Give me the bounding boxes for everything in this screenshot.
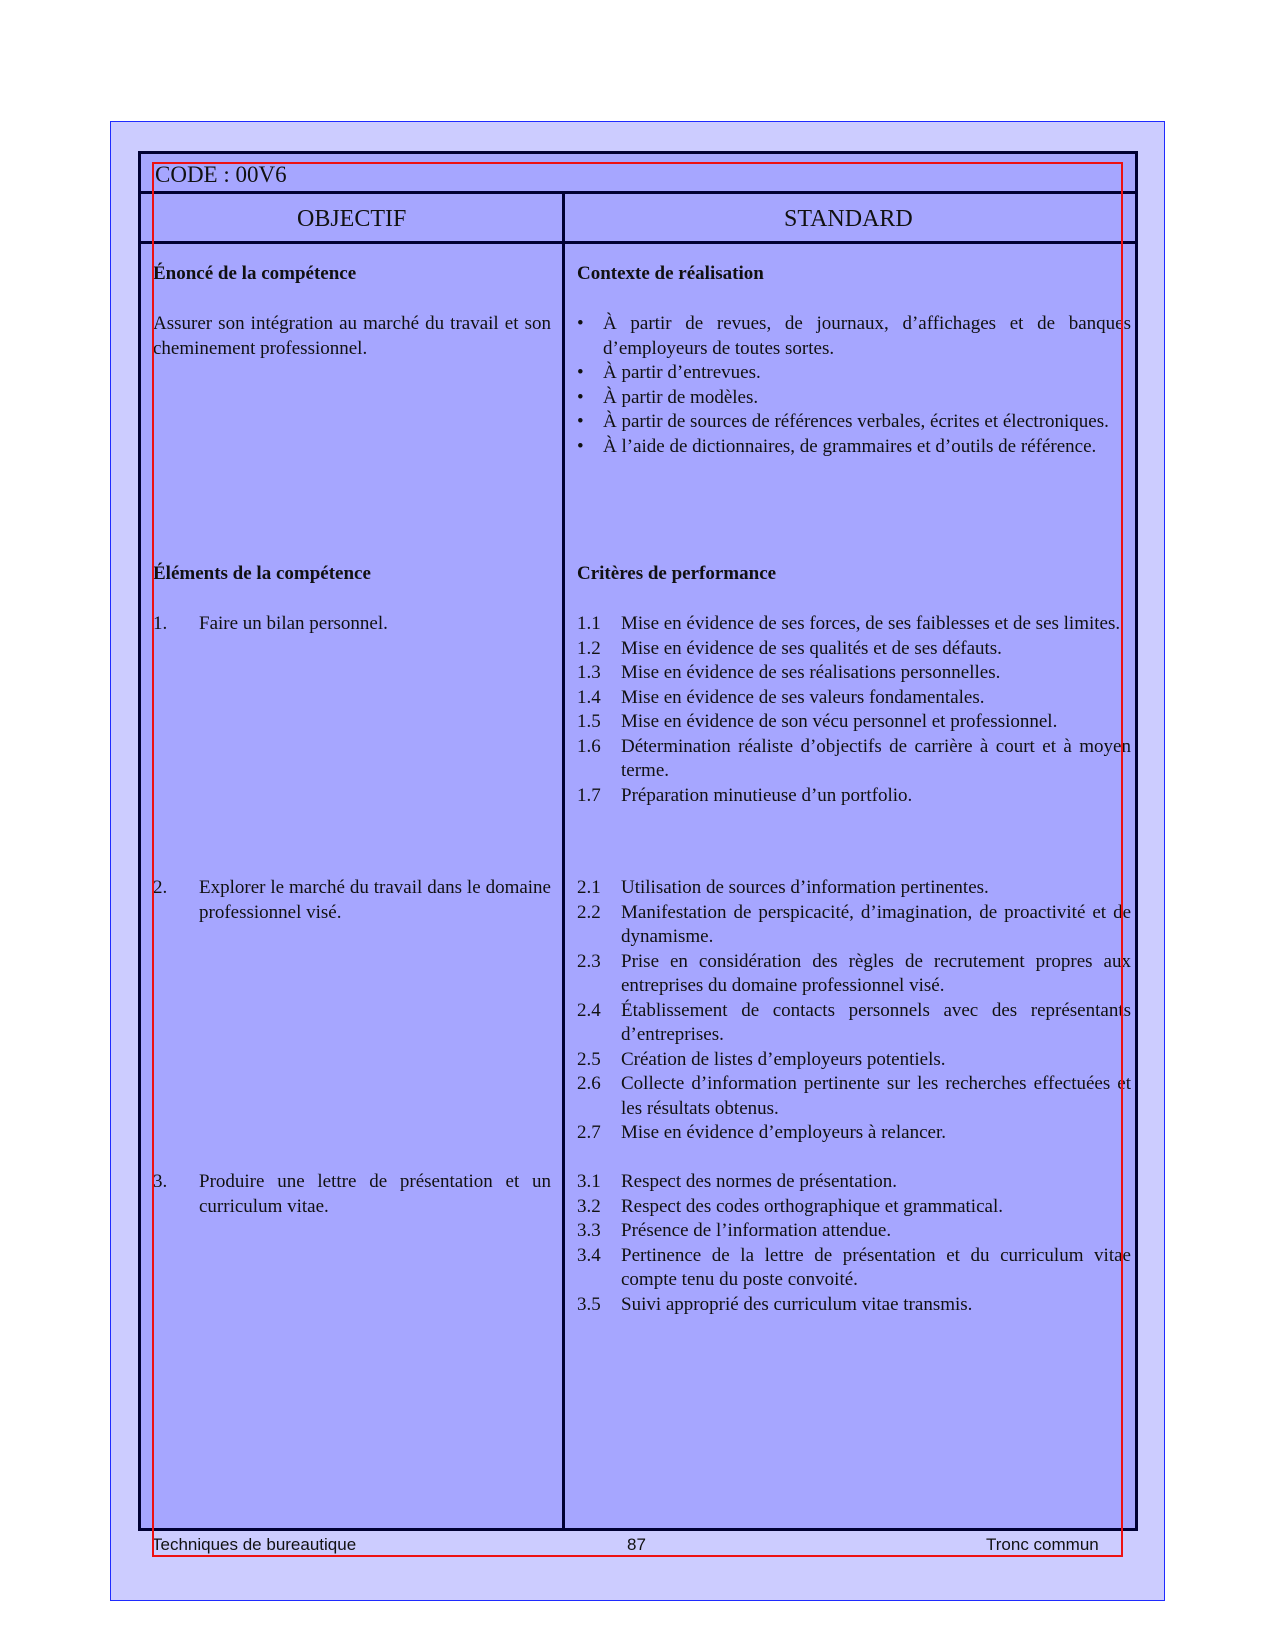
enonce-title: Énoncé de la compétence [153, 263, 357, 284]
critere-text: Collecte d’information pertinente sur les recherches effectuées et les résultats obtenus. [621, 1073, 1131, 1119]
contexte-text: À partir d’entrevues. [603, 362, 761, 383]
critere-number: 3.2 [577, 1195, 601, 1217]
critere-item [577, 686, 1131, 711]
critere-number: 3.1 [577, 1171, 601, 1192]
critere-number: 3.3 [577, 1220, 601, 1241]
element-text: Faire un bilan personnel. [199, 613, 388, 634]
contexte-text: À partir de sources de références verbales, écrites et électroniques. [603, 411, 1109, 432]
critere-number: 2.2 [577, 901, 601, 923]
code-row [141, 154, 1135, 194]
critere-item [577, 710, 1131, 735]
critere-number: 2.3 [577, 950, 601, 972]
critere-number: 2.6 [577, 1073, 601, 1094]
critere-text: Suivi approprié des curriculum vitae transmis. [621, 1293, 973, 1315]
critere-item [577, 1293, 1131, 1318]
critere-item [577, 1195, 1131, 1220]
bullet: • [577, 411, 584, 432]
element-number: 1. [153, 613, 168, 634]
element-number: 2. [153, 877, 168, 898]
critere-number: 2.7 [577, 1122, 601, 1143]
critere-item [577, 784, 1131, 809]
elements-title: Éléments de la compétence [153, 563, 371, 584]
contexte-item [577, 361, 1131, 386]
critere-number: 1.7 [577, 784, 601, 806]
critere-text: Pertinence de la lettre de présentation et du curriculum vitae compte tenu du poste convoité. [621, 1244, 1131, 1290]
critere-text: Manifestation de perspicacité, d’imagination, de proactivité et de dynamisme. [621, 901, 1131, 947]
criteres-group-3 [577, 1170, 1131, 1317]
enonce-text: Assurer son intégration au marché du travail et son cheminement professionnel. [153, 313, 551, 359]
contexte-item [577, 410, 1131, 435]
critere-text: Mise en évidence de ses forces, de ses faiblesses et de ses limites. [621, 613, 1121, 634]
critere-text: Détermination réaliste d’objectifs de carrière à court et à moyen terme. [621, 735, 1131, 781]
footer-page-number: 87 [627, 1535, 646, 1554]
critere-item [577, 1048, 1131, 1073]
code-label: CODE : 00V6 [155, 162, 287, 187]
critere-text: Utilisation de sources d’information pertinentes. [621, 877, 989, 898]
critere-item [577, 999, 1131, 1048]
critere-text: Établissement de contacts personnels avec des représentants d’entreprises. [621, 999, 1131, 1045]
critere-number: 2.5 [577, 1048, 601, 1070]
criteres-title: Critères de performance [577, 563, 777, 584]
footer-left: Techniques de bureautique [152, 1535, 357, 1554]
critere-number: 1.2 [577, 637, 601, 659]
critere-item [577, 1219, 1131, 1244]
critere-number: 1.5 [577, 711, 601, 732]
critere-item [577, 1244, 1131, 1293]
contexte-text: À l’aide de dictionnaires, de grammaires et d’outils de référence. [603, 435, 1097, 457]
critere-item [577, 1170, 1131, 1195]
critere-text: Présence de l’information attendue. [621, 1220, 892, 1241]
contexte-list [577, 312, 1131, 459]
critere-item [577, 950, 1131, 999]
critere-text: Mise en évidence de ses qualités et de ses défauts. [621, 637, 1002, 659]
critere-item [577, 1121, 1131, 1146]
critere-number: 1.4 [577, 686, 601, 708]
header-row [141, 194, 1135, 244]
criteres-group-2 [577, 876, 1131, 1146]
contexte-text: À partir de modèles. [603, 386, 759, 408]
critere-text: Mise en évidence de ses réalisations personnelles. [621, 662, 1001, 683]
critere-item [577, 735, 1131, 784]
contexte-title: Contexte de réalisation [577, 263, 764, 284]
critere-number: 2.4 [577, 999, 601, 1021]
critere-text: Prise en considération des règles de recrutement propres aux entreprises du domaine professionnel visé. [621, 950, 1131, 996]
critere-number: 3.5 [577, 1293, 601, 1315]
bullet: • [577, 313, 584, 334]
footer-right: Tronc commun [986, 1535, 1099, 1554]
critere-item [577, 901, 1131, 950]
critere-item [577, 637, 1131, 662]
contexte-text: À partir de revues, de journaux, d’affichages et de banques d’employeurs de toutes sortes. [603, 313, 1131, 359]
critere-text: Création de listes d’employeurs potentiels. [621, 1048, 946, 1070]
header-objectif: OBJECTIF [297, 206, 407, 232]
bullet: • [577, 362, 584, 383]
critere-text: Mise en évidence d’employeurs à relancer. [621, 1122, 946, 1143]
competency-table [138, 151, 1138, 1531]
element-item-2 [153, 876, 551, 925]
bullet: • [577, 386, 584, 408]
column-divider [562, 194, 565, 1528]
critere-text: Mise en évidence de ses valeurs fondamentales. [621, 686, 985, 708]
critere-item [577, 1072, 1131, 1121]
criteres-group-1 [577, 612, 1131, 808]
critere-text: Respect des codes orthographique et grammatical. [621, 1195, 1003, 1217]
critere-text: Préparation minutieuse d’un portfolio. [621, 784, 913, 806]
contexte-item [577, 435, 1131, 460]
critere-number: 1.6 [577, 735, 601, 757]
element-item-1 [153, 612, 551, 637]
critere-item [577, 661, 1131, 686]
element-text: Explorer le marché du travail dans le domaine professionnel visé. [199, 877, 551, 923]
critere-number: 1.1 [577, 613, 601, 634]
contexte-item [577, 312, 1131, 361]
critere-text: Mise en évidence de son vécu personnel et professionnel. [621, 711, 1058, 732]
element-item-3 [153, 1170, 551, 1219]
element-text: Produire une lettre de présentation et un curriculum vitae. [199, 1171, 551, 1217]
critere-number: 2.1 [577, 877, 601, 898]
contexte-item [577, 386, 1131, 411]
critere-item [577, 612, 1131, 637]
critere-number: 3.4 [577, 1244, 601, 1266]
critere-number: 1.3 [577, 662, 601, 683]
element-number: 3. [153, 1171, 168, 1192]
header-standard: STANDARD [784, 206, 913, 232]
bullet: • [577, 435, 584, 457]
critere-text: Respect des normes de présentation. [621, 1171, 897, 1192]
critere-item [577, 876, 1131, 901]
